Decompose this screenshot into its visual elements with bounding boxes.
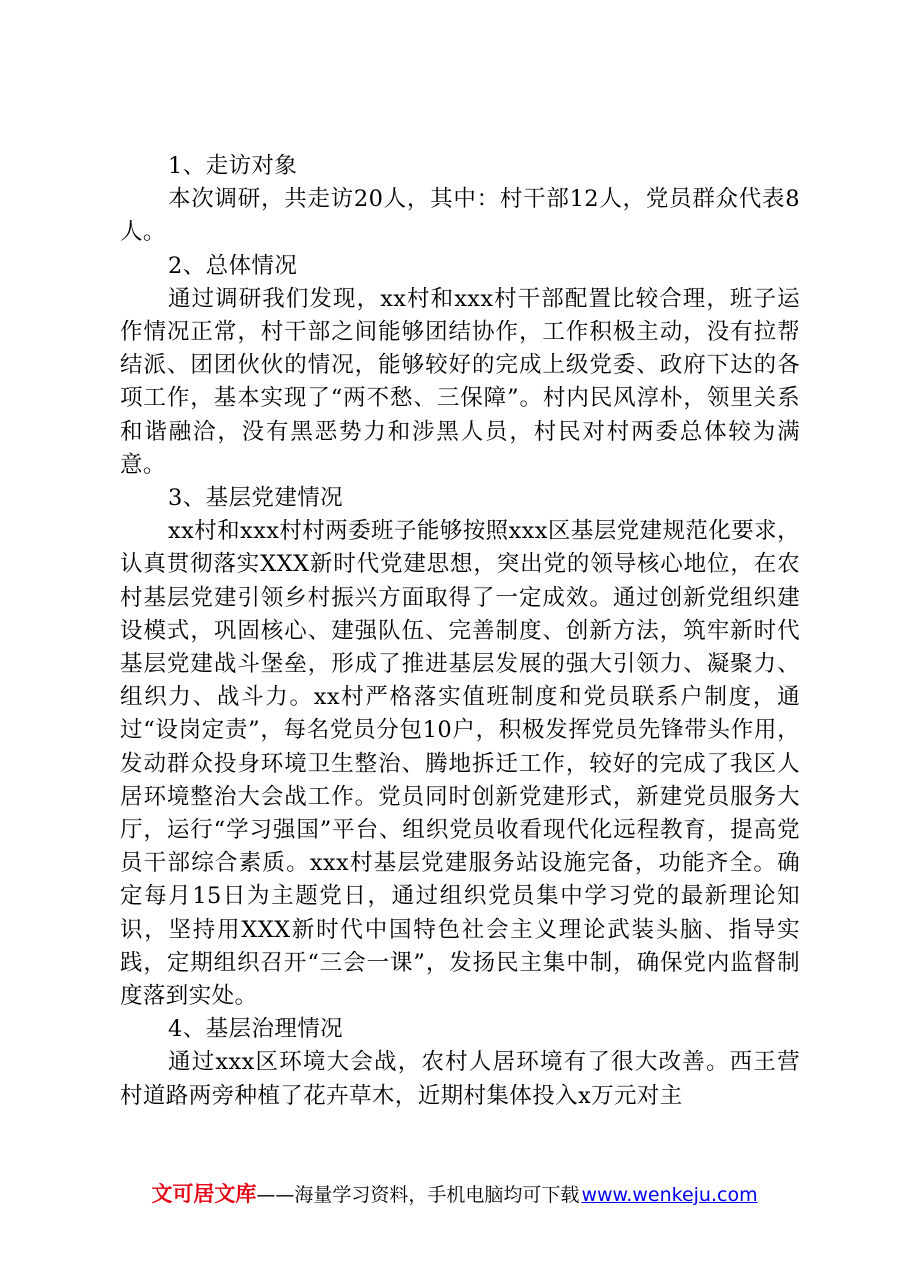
- section-heading-party-building: 3、基层党建情况: [168, 485, 344, 512]
- footer-slogan: 海量学习资料，手机电脑均可下载: [294, 1184, 580, 1206]
- paragraph-governance: 通过xxx区环境大会战，农村人居环境有了很大改善。西王营村道路两旁种植了花卉草木，近期村集体投入x万元对主: [120, 1049, 800, 1109]
- document-body: [120, 150, 800, 1113]
- section-heading-governance: 4、基层治理情况: [168, 1016, 344, 1043]
- paragraph-overall: 通过调研我们发现，xx村和xxx村干部配置比较合理，班子运作情况正常，村干部之间能够团结协作，工作积极主动，没有拉帮结派、团团伙伙的情况，能够较好的完成上级党委、政府下达的各项工作，基本实现了“两不愁、三保障”。村内民风淳朴，领里关系和谐融洽，没有黑恶势力和涉黑人员，村民对村两委总体较为满意。: [120, 285, 800, 478]
- footer-dash: ——: [256, 1184, 295, 1206]
- paragraph-visit-targets: 本次调研，共走访20人，其中：村干部12人，党员群众代表8人。: [120, 186, 800, 246]
- footer-banner: [0, 1180, 909, 1209]
- footer-brand: 文可居文库: [151, 1182, 257, 1206]
- section-heading-overall: 2、总体情况: [168, 252, 298, 279]
- paragraph-party-building: xx村和xxx村村两委班子能够按照xxx区基层党建规范化要求，认真贯彻落实XXX新时代党建思想，突出党的领导核心地位，在农村基层党建引领乡村振兴方面取得了一定成效。通过创新党组织建设模式，巩固核心、建强队伍、完善制度、创新方法，筑牢新时代基层党建战斗堡垒，形成了推进基层发展的强大引领力、凝聚力、组织力、战斗力。xx村严格落实值班制度和党员联系户制度，通过“设岗定责”，每名党员分包10户，积极发挥党员先锋带头作用，发动群众投身环境卫生整治、腾地拆迁工作，较好的完成了我区人居环境整治大会战工作。党员同时创新党建形式，新建党员服务大厅，运行“学习强国”平台、组织党员收看现代化远程教育，提高党员干部综合素质。xxx村基层党建服务站设施完备，功能齐全。确定每月15日为主题党日，通过组织党员集中学习党的最新理论知识，坚持用XXX新时代中国特色社会主义理论武装头脑、指导实践，定期组织召开“三会一课”，发扬民主集中制，确保党内监督制度落到实处。: [120, 518, 800, 1010]
- section-heading-visit-targets: 1、走访对象: [168, 153, 298, 179]
- footer-link[interactable]: www.wenkeju.com: [581, 1184, 758, 1206]
